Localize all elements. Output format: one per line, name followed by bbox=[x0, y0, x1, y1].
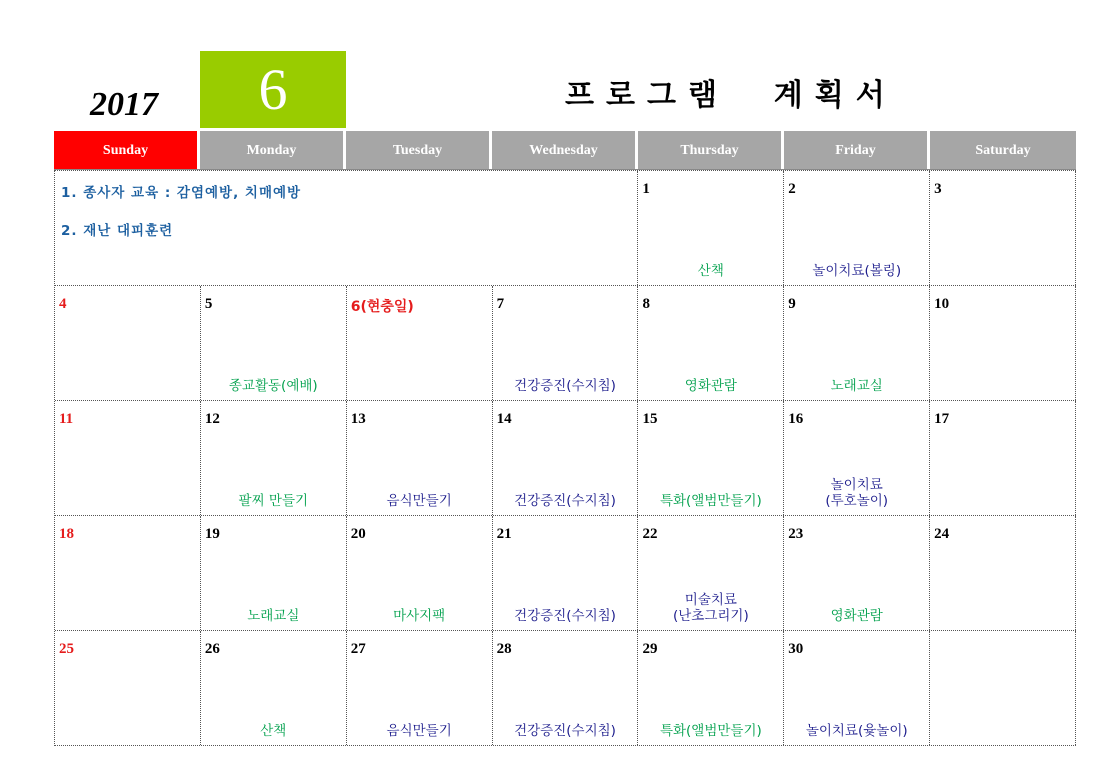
day-cell bbox=[347, 516, 493, 630]
weekday-header-row bbox=[54, 131, 1076, 170]
day-number: 12 bbox=[204, 411, 220, 427]
event-label: 특화(앨범만들기) bbox=[659, 493, 762, 509]
day-number: 20 bbox=[350, 526, 366, 542]
day-number: 9 bbox=[788, 296, 796, 312]
event-label: 특화(앨범만들기) bbox=[659, 723, 762, 739]
day-cell bbox=[638, 171, 784, 285]
day-cell bbox=[638, 631, 784, 745]
day-number: 23 bbox=[788, 526, 804, 542]
event-label bbox=[638, 592, 783, 624]
day-cell bbox=[930, 171, 1076, 285]
notes-cell bbox=[55, 171, 638, 285]
event-line: 놀이치료 bbox=[830, 477, 883, 493]
event-label: 놀이치료(윷놀이) bbox=[805, 723, 908, 739]
day-number: 2 bbox=[788, 181, 796, 197]
day-cell bbox=[784, 171, 930, 285]
day-number: 28 bbox=[496, 641, 512, 657]
event-label: 놀이치료(볼링) bbox=[812, 263, 902, 279]
note-item: 2. 재난 대피훈련 bbox=[61, 223, 174, 239]
header-saturday: Saturday bbox=[930, 131, 1076, 169]
day-number: 16 bbox=[788, 411, 804, 427]
event-label: 종교활동(예배) bbox=[228, 378, 318, 394]
day-number: 17 bbox=[934, 411, 950, 427]
day-number: 6(현충일) bbox=[350, 299, 414, 315]
month-badge: 6 bbox=[200, 51, 346, 128]
day-number: 27 bbox=[350, 641, 366, 657]
day-cell bbox=[493, 286, 639, 400]
day-cell bbox=[930, 516, 1076, 630]
day-number: 29 bbox=[642, 641, 658, 657]
day-number: 10 bbox=[934, 296, 950, 312]
week-row bbox=[55, 401, 1076, 516]
page-title: 프로그램 계획서 bbox=[565, 78, 897, 113]
event-label: 산책 bbox=[697, 263, 724, 279]
day-cell bbox=[638, 516, 784, 630]
note-item: 1. 종사자 교육 : 감염예방, 치매예방 bbox=[61, 185, 302, 201]
day-cell bbox=[347, 286, 493, 400]
event-label: 영화관람 bbox=[684, 378, 737, 394]
event-label: 노래교실 bbox=[247, 608, 300, 624]
day-cell bbox=[930, 631, 1076, 745]
header-wednesday: Wednesday bbox=[492, 131, 638, 169]
event-label: 마사지팩 bbox=[393, 608, 446, 624]
day-cell bbox=[347, 401, 493, 515]
day-number: 24 bbox=[934, 526, 950, 542]
event-label: 건강증진(수지침) bbox=[514, 608, 616, 624]
header-tuesday: Tuesday bbox=[346, 131, 492, 169]
event-line: (투호놀이) bbox=[825, 493, 889, 509]
event-label: 건강증진(수지침) bbox=[514, 723, 616, 739]
day-cell bbox=[201, 401, 347, 515]
day-cell bbox=[201, 286, 347, 400]
day-number: 14 bbox=[496, 411, 512, 427]
day-cell bbox=[784, 631, 930, 745]
event-line: 미술치료 bbox=[684, 592, 737, 608]
day-cell bbox=[55, 631, 201, 745]
header-monday: Monday bbox=[200, 131, 346, 169]
event-label bbox=[784, 477, 929, 509]
day-number: 13 bbox=[350, 411, 366, 427]
day-cell bbox=[930, 286, 1076, 400]
day-cell bbox=[493, 401, 639, 515]
week-row bbox=[55, 286, 1076, 401]
day-cell bbox=[638, 286, 784, 400]
day-number: 21 bbox=[496, 526, 512, 542]
day-number: 30 bbox=[788, 641, 804, 657]
header-friday: Friday bbox=[784, 131, 930, 169]
event-label: 음식만들기 bbox=[386, 723, 452, 739]
week-row bbox=[55, 516, 1076, 631]
day-number: 5 bbox=[204, 296, 213, 312]
day-number: 26 bbox=[204, 641, 220, 657]
day-number: 1 bbox=[642, 181, 650, 197]
event-label: 산책 bbox=[260, 723, 287, 739]
day-number: 18 bbox=[59, 526, 74, 542]
day-cell bbox=[201, 516, 347, 630]
event-label: 팔찌 만들기 bbox=[238, 493, 309, 509]
day-cell bbox=[55, 516, 201, 630]
day-cell bbox=[55, 286, 201, 400]
calendar-grid bbox=[54, 170, 1076, 746]
day-cell bbox=[347, 631, 493, 745]
day-number: 3 bbox=[934, 181, 942, 197]
day-cell bbox=[638, 401, 784, 515]
header-sunday: Sunday bbox=[54, 131, 200, 169]
day-number: 15 bbox=[642, 411, 658, 427]
day-cell bbox=[201, 631, 347, 745]
day-cell bbox=[493, 516, 639, 630]
day-number: 25 bbox=[59, 641, 74, 657]
event-label: 건강증진(수지침) bbox=[514, 493, 616, 509]
day-cell bbox=[493, 631, 639, 745]
year-label: 2017 bbox=[90, 86, 158, 123]
day-number: 7 bbox=[496, 296, 505, 312]
day-cell bbox=[784, 401, 930, 515]
day-number: 19 bbox=[204, 526, 220, 542]
day-number: 11 bbox=[59, 411, 74, 427]
notes bbox=[61, 181, 301, 257]
day-number: 4 bbox=[59, 296, 67, 312]
week-row bbox=[55, 631, 1076, 746]
day-cell bbox=[930, 401, 1076, 515]
day-number: 22 bbox=[642, 526, 658, 542]
day-number: 8 bbox=[642, 296, 650, 312]
event-label: 노래교실 bbox=[830, 378, 883, 394]
week-row bbox=[55, 170, 1076, 286]
day-cell bbox=[55, 401, 201, 515]
day-cell bbox=[784, 516, 930, 630]
day-cell bbox=[784, 286, 930, 400]
header-thursday: Thursday bbox=[638, 131, 784, 169]
calendar bbox=[54, 131, 1076, 746]
event-label: 음식만들기 bbox=[386, 493, 452, 509]
event-line: (난초그리기) bbox=[672, 608, 749, 624]
event-label: 영화관람 bbox=[830, 608, 883, 624]
event-label: 건강증진(수지침) bbox=[514, 378, 616, 394]
